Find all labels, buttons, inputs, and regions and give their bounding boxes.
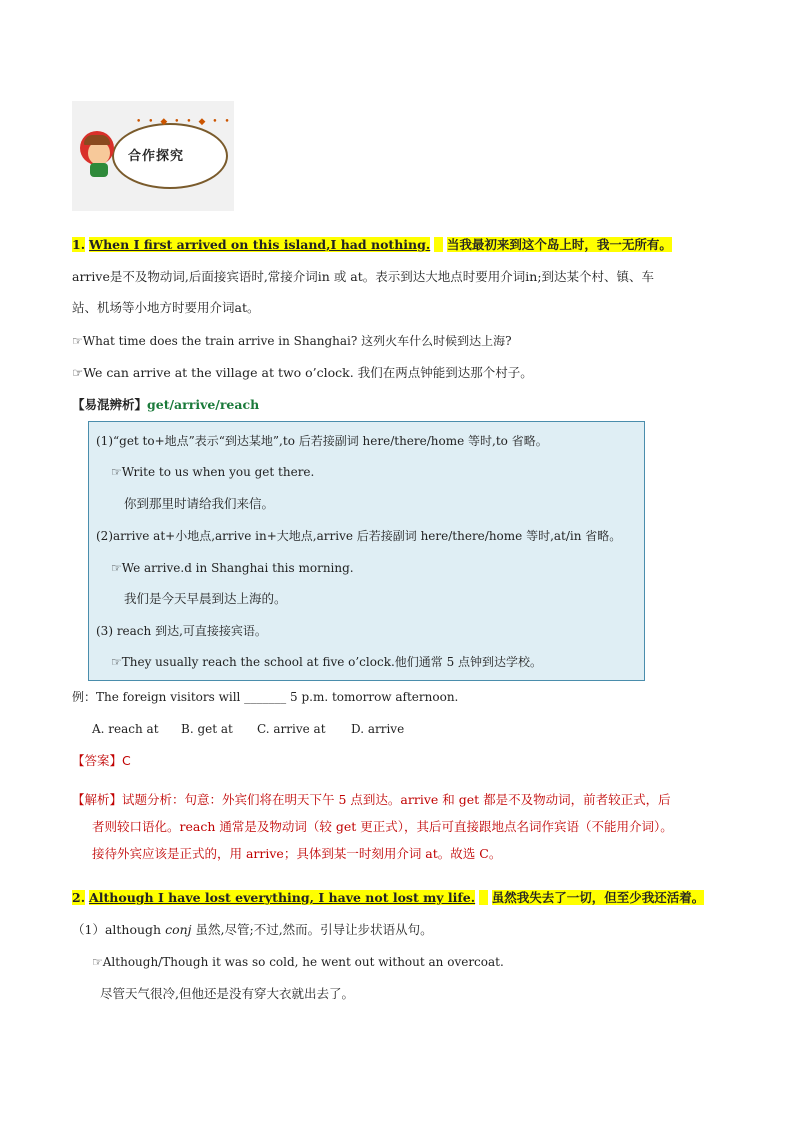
box-rule-2: (2)arrive at+小地点,arrive in+大地点,arrive 后若接副词 here/there/home 等时,at/in 省略。 <box>96 529 622 543</box>
box-rule-1: (1)“get to+地点”表示“到达某地”,to 后若接副词 here/there/home 等时,to 省略。 <box>96 434 548 448</box>
section2-heading <box>72 889 704 907</box>
box-example-2: ☞We arrive.d in Shanghai this morning. <box>111 561 354 575</box>
section1-heading <box>72 236 672 254</box>
decoration-dots: • • ◆ • • ◆ • • <box>136 117 232 127</box>
option-a: A. reach at <box>92 722 159 736</box>
analysis-line-1: 试题分析：句意：外宾们将在明天下午 5 点到达。arrive 和 get 都是不及物动词，前者较正式，后 <box>122 792 671 807</box>
confusion-words: get/arrive/reach <box>147 397 260 412</box>
analysis-label: 【解析】 <box>72 792 123 807</box>
section1-para: arrive是不及物动词,后面接宾语时,常接介词in 或 at。表示到达大地点时要用介词in;到达某个村、镇、车 <box>72 269 655 284</box>
option-b: B. get at <box>181 722 233 736</box>
confusion-heading <box>72 396 259 414</box>
part-of-speech: conj <box>165 922 192 937</box>
section2-point-1: （1）although conj 虽然,尽管;不过,然而。引导让步状语从句。 <box>72 922 433 937</box>
girl-hair-icon <box>84 135 110 145</box>
section2-sentence-en: Although I have lost everything, I have not lost my life. <box>89 890 476 905</box>
analysis-line-2: 者则较口语化。reach 通常是及物动词（较 get 更正式），其后可直接跟地点名词作宾语（不能用介词）。 <box>92 819 673 834</box>
box-example-2-cn: 我们是今天早晨到达上海的。 <box>124 591 287 606</box>
analysis-block <box>72 786 732 867</box>
confusion-label: 【易混辨析】 <box>72 397 148 412</box>
box-example-1: ☞Write to us when you get there. <box>111 465 315 479</box>
section1-example-2: ☞We can arrive at the village at two o’clock. 我们在两点钟能到达那个村子。 <box>72 365 533 380</box>
option-c: C. arrive at <box>257 722 326 736</box>
section1-sentence-cn: 当我最初来到这个岛上时，我一无所有。 <box>446 237 672 252</box>
option-d: D. arrive <box>351 722 405 736</box>
confusion-box <box>88 421 645 681</box>
section1-sentence-en: When I first arrived on this island,I had nothing. <box>89 237 431 252</box>
girl-body-icon <box>90 163 108 177</box>
section1-number: 1. <box>72 237 86 252</box>
section2-example-1-cn: 尽管天气很冷,但他还是没有穿大衣就出去了。 <box>100 986 354 1001</box>
section2-sentence-cn: 虽然我失去了一切，但至少我还活着。 <box>491 890 705 905</box>
logo-title: 合作探究 <box>128 149 185 164</box>
answer-label: 【答案】 <box>72 753 123 768</box>
section2-example-1: ☞Although/Though it was so cold, he went out without an overcoat. <box>92 955 504 969</box>
analysis-line-3: 接待外宾应该是正式的，用 arrive；具体到某一时刻用介词 at。故选 C。 <box>92 846 502 861</box>
box-rule-3: (3) reach 到达,可直接接宾语。 <box>96 624 267 638</box>
section1-example-1: ☞What time does the train arrive in Shanghai? 这列火车什么时候到达上海? <box>72 334 512 348</box>
section1-para-cont: 站、机场等小地方时要用介词at。 <box>72 300 260 315</box>
section-logo <box>72 101 234 211</box>
answer-value: C <box>122 753 131 768</box>
example-question: 例：The foreign visitors will _______ 5 p.m. tomorrow afternoon. <box>72 690 459 704</box>
section2-number: 2. <box>72 890 86 905</box>
box-example-3: ☞They usually reach the school at five o’clock.他们通常 5 点钟到达学校。 <box>111 655 543 669</box>
box-example-1-cn: 你到那里时请给我们来信。 <box>124 496 275 511</box>
answer-line <box>72 752 131 770</box>
